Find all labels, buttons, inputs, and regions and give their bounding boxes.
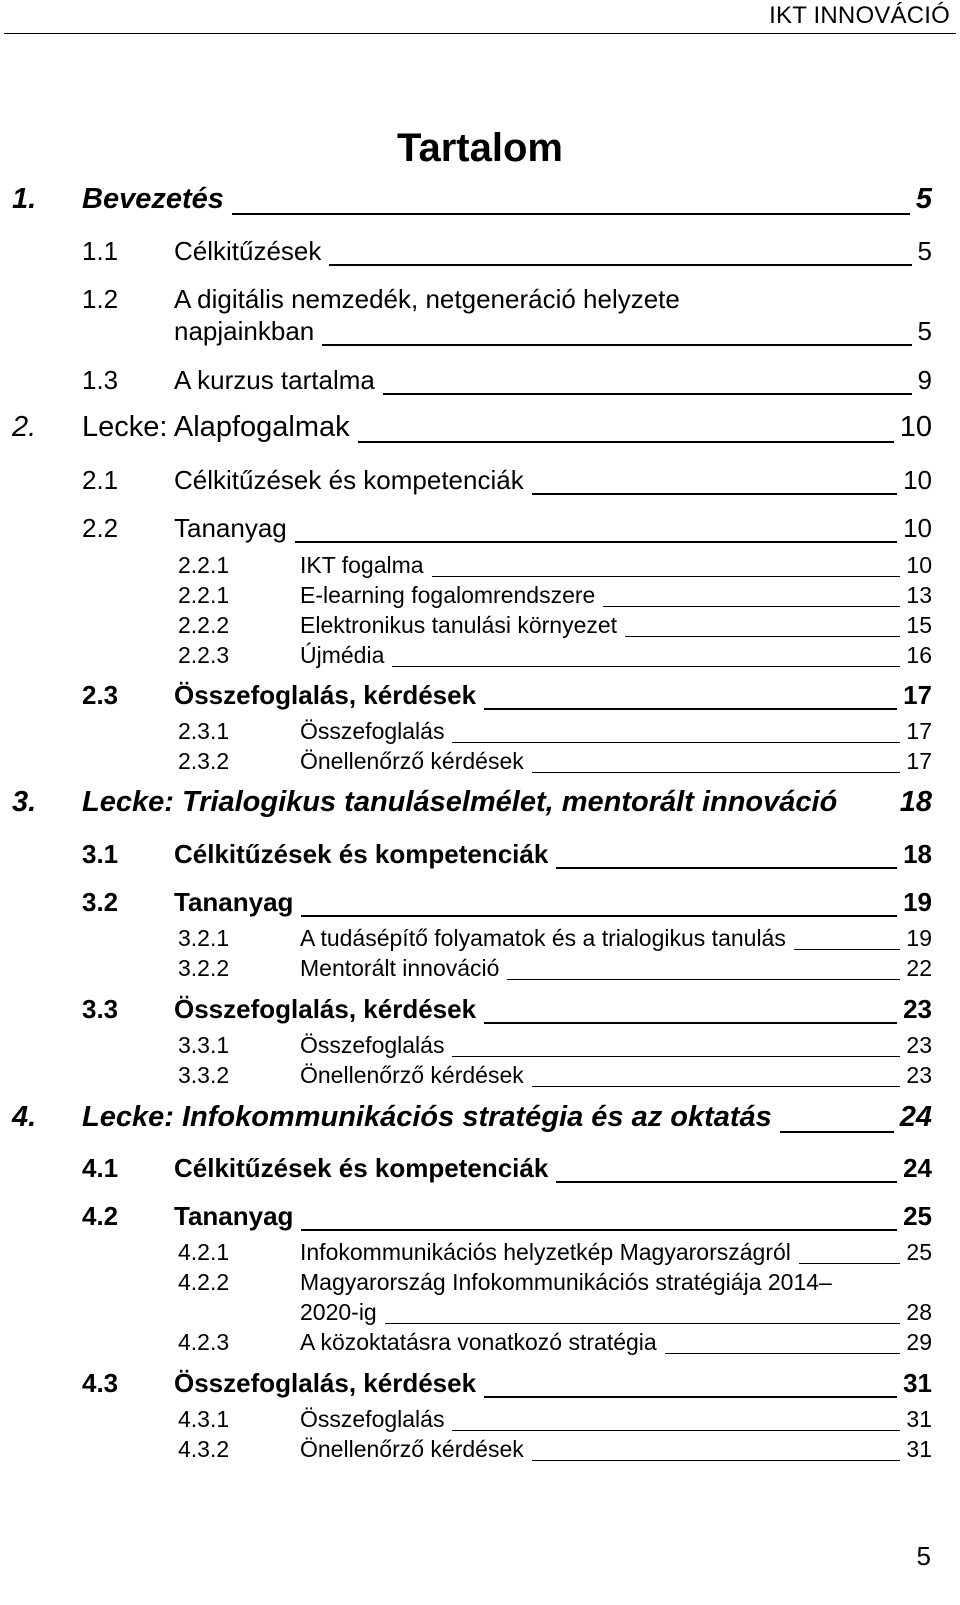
toc-number: 4.1 (82, 1153, 119, 1184)
toc-page-number: 28 (906, 1298, 932, 1325)
toc-number: 2.2.3 (178, 641, 230, 668)
toc-page-number: 16 (906, 641, 932, 668)
toc-label: Összefoglalás (300, 1031, 445, 1058)
toc-entry-chapter-1[interactable] (0, 182, 960, 222)
header-rule (4, 33, 956, 34)
toc-label: A kurzus tartalma (174, 365, 375, 396)
toc-page-number: 25 (906, 1238, 932, 1265)
toc-number: 1.3 (82, 365, 119, 396)
toc-label: Önellenőrző kérdések (300, 747, 524, 774)
toc-page-number: 15 (906, 611, 932, 638)
toc-entry-2-3-2[interactable] (0, 740, 960, 780)
toc-page-number: 13 (906, 581, 932, 608)
toc-entry-3-2-2[interactable] (0, 947, 960, 987)
toc-entry-3-3-2[interactable] (0, 1054, 960, 1094)
page-title: Tartalom (397, 126, 563, 170)
toc-label: Célkitűzések és kompetenciák (174, 465, 524, 496)
toc-leader (232, 213, 910, 215)
toc-number: 2.3.1 (178, 717, 230, 744)
toc-leader (556, 867, 897, 869)
toc-label: Tananyag (174, 887, 294, 918)
toc-entry-chapter-2[interactable] (0, 410, 960, 450)
toc-label: Bevezetés (82, 182, 224, 215)
toc-number: 2.2 (82, 513, 119, 544)
toc-page-number: 17 (903, 680, 932, 711)
toc-page-number: 19 (906, 924, 932, 951)
toc-page-number: 25 (903, 1201, 932, 1232)
toc-page-number: 19 (903, 887, 932, 918)
toc-label: A digitális nemzedék, netgeneráció helyzete (174, 284, 680, 315)
toc-leader (507, 979, 900, 980)
toc-label: Lecke: Trialogikus tanuláselmélet, mentorált innováció (82, 785, 838, 818)
toc-number: 4.2.3 (178, 1328, 230, 1355)
toc-number: 1. (12, 182, 37, 215)
toc-entry-4-3-2[interactable] (0, 1428, 960, 1468)
toc-number: 2.2.1 (178, 581, 230, 608)
toc-entry-1-2-line2[interactable] (0, 313, 960, 353)
toc-page-number: 24 (899, 1100, 932, 1133)
toc-page-number: 5 (915, 182, 932, 215)
toc-entry-2-1[interactable] (0, 462, 960, 502)
toc-label: Infokommunikációs helyzetkép Magyarországról (300, 1238, 791, 1265)
toc-leader (322, 344, 911, 346)
toc-number: 4.3.2 (178, 1435, 230, 1462)
toc-label: Magyarország Infokommunikációs stratégiája 2014– (300, 1268, 832, 1295)
toc-number: 4.2.1 (178, 1238, 230, 1265)
toc-page-number: 23 (906, 1031, 932, 1058)
toc-page-number: 31 (906, 1435, 932, 1462)
toc-label: Önellenőrző kérdések (300, 1435, 524, 1462)
toc-number: 4.3 (82, 1368, 119, 1399)
toc-number: 3.2.1 (178, 924, 230, 951)
toc-label: Mentorált innováció (300, 954, 500, 981)
toc-entry-1-3[interactable] (0, 362, 960, 402)
toc-page-number: 23 (906, 1061, 932, 1088)
toc-page-number: 17 (906, 717, 932, 744)
toc-number: 2.3.2 (178, 747, 230, 774)
toc-leader (532, 493, 897, 495)
toc-entry-2-2-3[interactable] (0, 634, 960, 674)
toc-label: Összefoglalás (300, 717, 445, 744)
toc-number: 4.3.1 (178, 1405, 230, 1432)
toc-label: Lecke: Infokommunikációs stratégia és az oktatás (82, 1100, 772, 1133)
toc-leader (295, 541, 897, 543)
toc-label: A tudásépítő folyamatok és a trialogikus tanulás (300, 924, 786, 951)
toc-label: Újmédia (300, 641, 385, 668)
toc-entry-4-1[interactable] (0, 1150, 960, 1190)
toc-leader (665, 1353, 901, 1354)
toc-number: 2.2.1 (178, 551, 230, 578)
toc-number: 1.2 (82, 284, 119, 315)
toc-number: 3. (12, 785, 37, 818)
toc-label: Elektronikus tanulási környezet (300, 611, 618, 638)
toc-number: 1.1 (82, 236, 119, 267)
toc-page-number: 10 (899, 410, 932, 443)
toc-label-continued: napjainkban (174, 316, 315, 347)
toc-page-number: 5 (917, 316, 932, 347)
toc-entry-chapter-3[interactable] (0, 785, 960, 825)
toc-number: 3.1 (82, 839, 119, 870)
toc-label: Összefoglalás, kérdések (174, 994, 477, 1025)
toc-leader (329, 264, 911, 266)
toc-number: 3.2.2 (178, 954, 230, 981)
running-header: IKT INNOVÁCIÓ (769, 2, 950, 29)
toc-label: Összefoglalás, kérdések (174, 680, 477, 711)
toc-page-number: 29 (906, 1328, 932, 1355)
toc-leader (532, 772, 901, 773)
toc-number: 2.1 (82, 465, 119, 496)
toc-page-number: 24 (903, 1153, 932, 1184)
toc-label: Összefoglalás (300, 1405, 445, 1432)
toc-number: 3.3.2 (178, 1061, 230, 1088)
toc-leader (556, 1181, 897, 1183)
toc-page-number: 31 (903, 1368, 932, 1399)
toc-number: 4. (12, 1100, 37, 1133)
toc-page-number: 22 (906, 954, 932, 981)
toc-label: Tananyag (174, 513, 287, 544)
toc-page-number: 10 (906, 551, 932, 578)
toc-number: 2. (12, 410, 37, 443)
toc-label: Célkitűzések és kompetenciák (174, 1153, 549, 1184)
toc-number: 2.3 (82, 680, 119, 711)
toc-label: Célkitűzések és kompetenciák (174, 839, 549, 870)
toc-label: Összefoglalás, kérdések (174, 1368, 477, 1399)
toc-label: IKT fogalma (300, 551, 424, 578)
toc-leader (532, 1460, 901, 1461)
toc-page-number: 23 (903, 994, 932, 1025)
toc-number: 2.2.2 (178, 611, 230, 638)
toc-entry-1-1[interactable] (0, 233, 960, 273)
toc-leader (383, 393, 912, 395)
toc-entry-4-2-3[interactable] (0, 1321, 960, 1361)
toc-leader (358, 441, 894, 443)
toc-label: Célkitűzések (174, 236, 322, 267)
toc-page-number: 10 (903, 513, 932, 544)
toc-page-number: 31 (906, 1405, 932, 1432)
toc-label: E-learning fogalomrendszere (300, 581, 596, 608)
toc-number: 3.3.1 (178, 1031, 230, 1058)
toc-entry-chapter-4[interactable] (0, 1100, 960, 1140)
toc-leader (392, 666, 900, 667)
toc-label: Tananyag (174, 1201, 294, 1232)
toc-number: 3.3 (82, 994, 119, 1025)
toc-label: A közoktatásra vonatkozó stratégia (300, 1328, 657, 1355)
toc-leader (780, 1131, 894, 1133)
toc-number: 4.2 (82, 1201, 119, 1232)
toc-label-continued: 2020-ig (300, 1298, 377, 1325)
toc-page-number: 18 (903, 839, 932, 870)
toc-page-number: 9 (917, 365, 932, 396)
toc-page-number: 5 (917, 236, 932, 267)
toc-leader (532, 1086, 901, 1087)
toc-page-number: 17 (906, 747, 932, 774)
toc-page-number: 18 (899, 785, 932, 818)
toc-label: Önellenőrző kérdések (300, 1061, 524, 1088)
toc-entry-3-1[interactable] (0, 836, 960, 876)
toc-page-number: 10 (903, 465, 932, 496)
footer-page-number: 5 (916, 1541, 931, 1571)
toc-number: 4.2.2 (178, 1268, 230, 1295)
toc-number: 3.2 (82, 887, 119, 918)
toc-label: Lecke: Alapfogalmak (82, 410, 350, 443)
